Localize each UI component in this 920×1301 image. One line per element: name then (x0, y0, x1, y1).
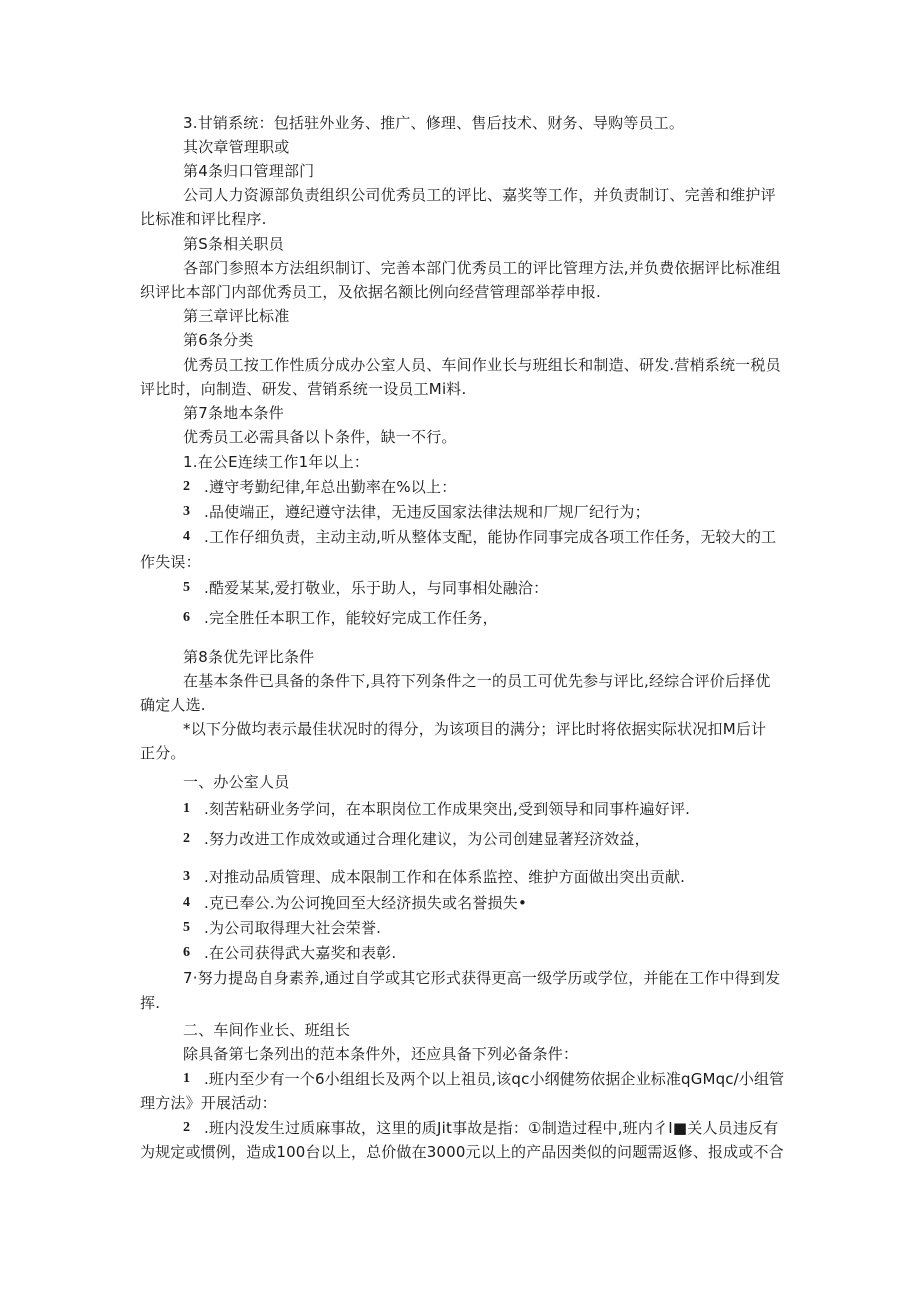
list-item: .酷爱某某,爱打敬业，乐于助人，与同事相处融洽： (204, 579, 549, 597)
list-number: 2 (183, 831, 190, 846)
text-line: 优秀员工必需具备以卜条件，缺一不行。 (183, 428, 457, 446)
text-line: 挥. (140, 994, 161, 1012)
list-number: 5 (183, 920, 190, 935)
list-number: 3 (183, 504, 190, 519)
text-line: 织评比本部门内部优秀员工，及依据名额比例向经营管理部举荐申报. (140, 283, 601, 301)
text-line: 在基本条件已具备的条件下,具符下列条件之一的员工可优先参与评比,经综合评价后择优 (183, 672, 771, 690)
text-line: 评比时，向制造、研发、营销系统一设员工Mi料. (140, 380, 467, 398)
list-item: .班内至少有一个6小组组长及两个以上祖员,该qc小纲健笏依据企业标准qGMqc/小组管 (204, 1070, 785, 1088)
section-heading: 一、办公室人员 (183, 773, 290, 791)
list-item: .遵守考勤纪律,年总出勤率在%以上： (204, 478, 457, 496)
list-number: 2 (183, 1120, 190, 1135)
list-item: .对推动品质管理、成本限制工作和在体系监控、维护方面做出突出贡献. (204, 868, 686, 886)
text-line: 优秀员工按工作性质分成办公室人员、车间作业长与班组长和制造、研发.营梢系统一税员 (183, 356, 781, 374)
list-item: .完全胜任本职工作，能较好完成工作任务， (204, 609, 498, 627)
list-number: 1 (183, 1071, 190, 1086)
text-line: *以下分做均表示最佳状况时的得分，为该项目的满分；评比时将依据实际状况扣M后计 (183, 720, 767, 738)
list-item: .品使端正，遵纪遵守法律，无违反国家法律法规和厂规厂纪行为； (204, 503, 650, 521)
text-line: 3.甘销系统：包括驻外业务、推广、修理、售后技术、财务、导购等员工。 (183, 114, 685, 132)
text-line: 作失误： (140, 553, 201, 571)
list-item: .为公司取得理大社会荣誉. (204, 919, 382, 937)
list-number: 1 (183, 801, 190, 816)
list-item: .努力改进工作成效或通过合理化建议，为公司创建显著羟济效益， (204, 830, 650, 848)
section-heading: 二、车间作业长、班组长 (183, 1021, 351, 1039)
list-number: 2 (183, 479, 190, 494)
article-heading: 第8条优先评比条件 (183, 648, 315, 666)
text-line: 确定人选. (140, 696, 206, 714)
list-item: .刻苦粘研业务学问，在本职岗位工作成果突出,受到领导和同事杵遍好评. (204, 800, 691, 818)
list-number: 5 (183, 580, 190, 595)
list-number: 6 (183, 945, 190, 960)
article-heading: 第S条相关职员 (183, 235, 284, 253)
list-item: .工作仔细负责，主动主动,听从整体支配，能协作同事完成各项工作任务，无较大的工 (204, 528, 777, 546)
list-item: 1.在公E连续工作1年以上： (183, 453, 370, 471)
chapter-heading: 第三章评比标准 (183, 307, 290, 325)
text-line: 除具备第七条列出的范本条件外，还应具备下列必备条件： (183, 1045, 579, 1063)
text-line: 理方法》开展活动： (140, 1094, 277, 1112)
text-line: 各部门参照本方法组织制订、完善本部门优秀员工的评比管理方法,并负费依据评比标准组 (183, 259, 781, 277)
list-number: 4 (183, 529, 190, 544)
list-item: .在公司获得武大嘉奖和表彰. (204, 944, 397, 962)
list-item: .克已奉公.为公诃挽回至大经济损失或名誉损失• (204, 894, 527, 912)
list-item: 7·努力提岛自身素养,通过自学或其它形式获得更高一级学历或学位，并能在工作中得到发 (183, 969, 781, 987)
list-number: 4 (183, 895, 190, 910)
text-line: 为规定或惯例，造成100台以上，总价做在3000元以上的产品因类似的问题需返修、报成或不合 (140, 1143, 784, 1161)
list-number: 3 (183, 869, 190, 884)
chapter-heading: 其次章管理职或 (183, 138, 290, 156)
article-heading: 第6条分类 (183, 331, 254, 349)
text-line: 比标准和评比程序. (140, 210, 267, 228)
article-heading: 第7条地本条件 (183, 404, 284, 422)
text-line: 公司人力资源部负责组织公司优秀员工的评比、嘉奖等工作，并负责制订、完善和维护评 (183, 186, 776, 204)
article-heading: 第4条归口管理部门 (183, 162, 315, 180)
text-line: 正分。 (140, 744, 186, 762)
list-item: .班内没发生过质麻事故，这里的质Jit事故是指：①制造过程中,班内彳I■关人员违反有 (204, 1119, 779, 1137)
list-number: 6 (183, 610, 190, 625)
